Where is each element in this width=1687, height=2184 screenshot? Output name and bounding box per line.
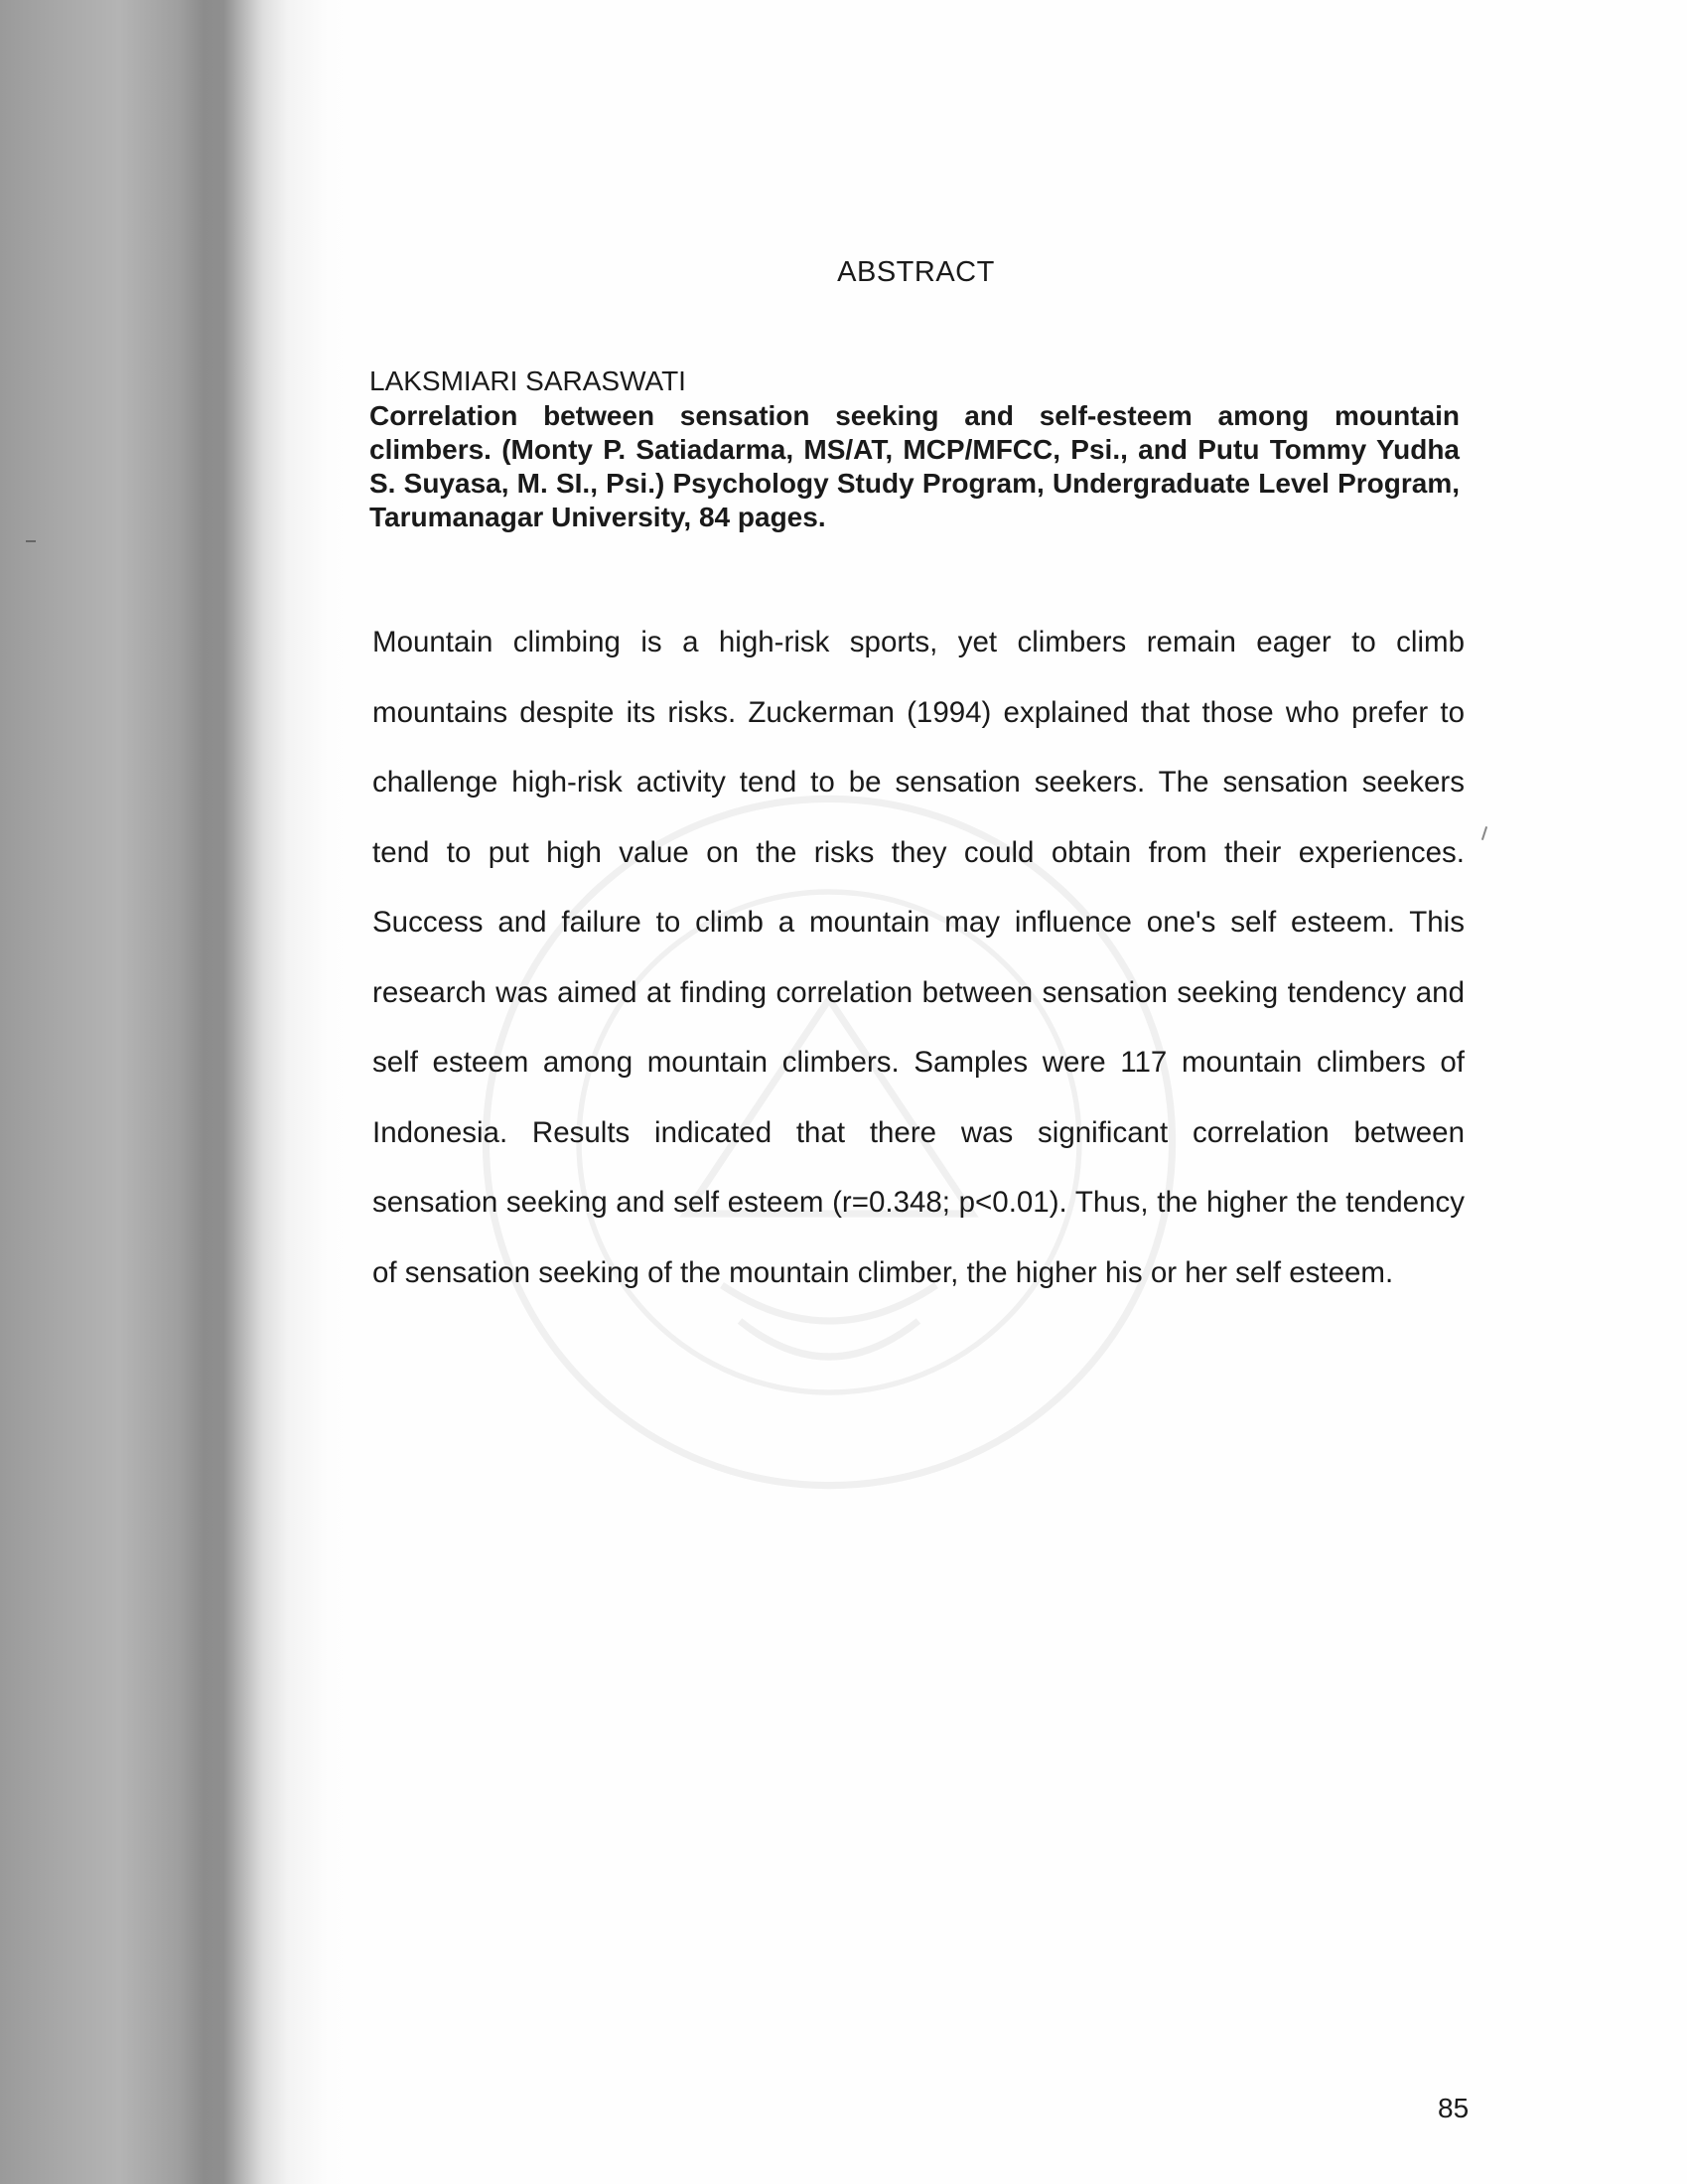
book-binding-shadow <box>0 0 357 2184</box>
scan-mark <box>26 540 36 542</box>
abstract-heading: ABSTRACT <box>837 256 995 288</box>
abstract-body-text: Mountain climbing is a high-risk sports, yet climbers remain eager to climb mountains despite its risks. Zuckerman (1994) explained that those who prefer to challenge high-risk activity tend to be sensation seekers. The sensation seekers tend to put high value on the risks they could obtain from their experiences. Success and failure to climb a mountain may influence one's self esteem. This research was aimed at finding correlation between sensation seeking tendency and self esteem among mountain climbers. Samples were 117 mountain climbers of Indonesia. Results indicated that there was significant correlation between sensation seeking and self esteem (r=0.348; p<0.01). Thus, the higher the tendency of sensation seeking of the mountain climber, the higher his or her self esteem. <box>372 626 1465 1289</box>
stray-pencil-mark <box>1481 826 1487 840</box>
page-number: 85 <box>1438 2093 1470 2123</box>
author-name: LAKSMIARI SARASWATI <box>369 365 686 396</box>
thesis-citation: Correlation between sensation seeking and self-esteem among mountain climbers. (Monty P. Satiadarma, MS/AT, MCP/MFCC, Psi., and Putu Tommy Yudha S. Suyasa, M. SI., Psi.) Psychology Study Program, Undergraduate Level Program, Tarumanagar University, 84 pages. <box>369 400 1460 532</box>
